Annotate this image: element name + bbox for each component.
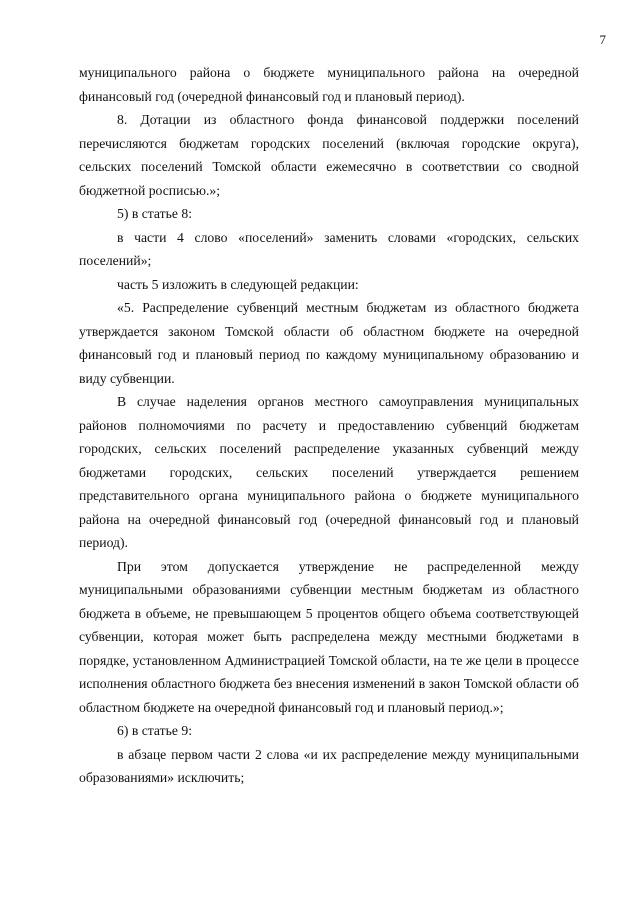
paragraph: В случае наделения органов местного самоуправления муниципальных районов полномочиями по расчету и предоставлению субвенций бюджетам городских, сельских поселений распределение указанных субвенций между бюджетами городских, сельских поселений утверждается решением представительного органа муниципального района о бюджете муниципального района на очередной финансовый год (очередной финансовый год и плановый период). (79, 394, 579, 550)
page-number: 7 (599, 32, 606, 47)
paragraph: 8. Дотации из областного фонда финансовой поддержки поселений перечисляются бюджетам городских поселений (включая городские округа), сельских поселений Томской области ежемесячно в соответствии со сводной бюджетной росписью.»; (79, 112, 579, 198)
paragraph: «5. Распределение субвенций местным бюджетам из областного бюджета утверждается законом Томской области об областном бюджете на очередной финансовый год и плановый период по каждому муниципальному образованию и виду субвенции. (79, 300, 579, 386)
paragraph: При этом допускается утверждение не распределенной между муниципальными образованиями субвенции местным бюджетам из областного бюджета в объеме, не превышающем 5 процентов общего объема соответствующей субвенции, которая может быть распределена между местными бюджетами в порядке, установленном Администрацией Томской области, на те же цели в процессе исполнения областного бюджета без внесения изменений в закон Томской области об областном бюджете на очередной финансовый год и плановый период.»; (79, 558, 579, 715)
paragraph: 5) в статье 8: (117, 206, 193, 221)
document-body (79, 61, 579, 790)
paragraph: часть 5 изложить в следующей редакции: (117, 276, 359, 292)
paragraph: 6) в статье 9: (117, 723, 193, 738)
paragraph: в части 4 слово «поселений» заменить словами «городских, сельских поселений»; (79, 229, 579, 268)
paragraph: в абзаце первом части 2 слова «и их распределение между муниципальными образованиями» исключить; (79, 746, 579, 785)
paragraph: муниципального района о бюджете муниципального района на очередной финансовый год (очередной финансовый год и плановый период). (79, 65, 579, 104)
